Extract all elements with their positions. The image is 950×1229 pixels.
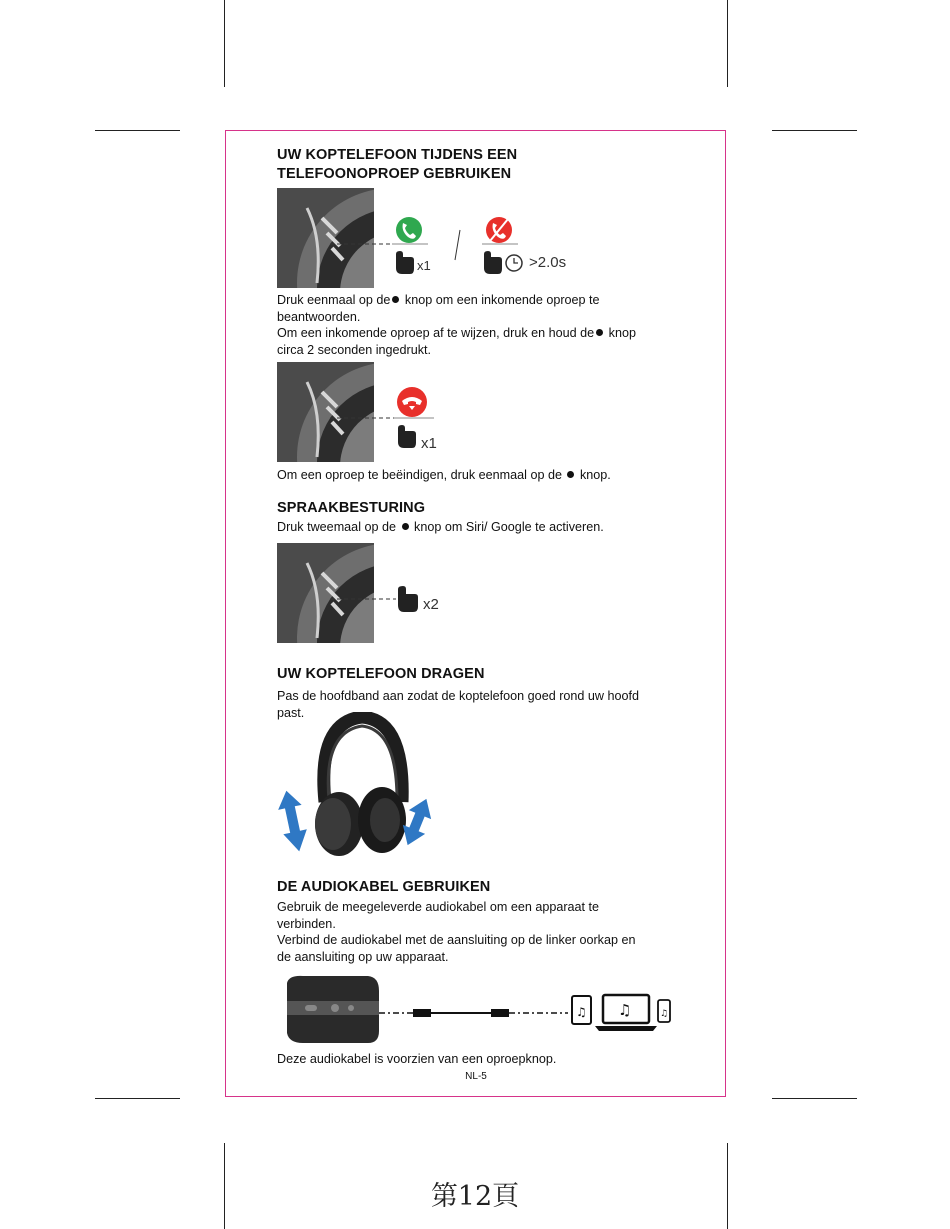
button-dot-icon <box>392 296 399 303</box>
press-count: x1 <box>421 435 437 452</box>
tablet-icon <box>572 996 591 1024</box>
phone-answer-icon <box>396 217 422 243</box>
paragraph: Pas de hoofdband aan zodat de koptelefoon goed rond uw hoofd past. <box>277 689 640 720</box>
hang-up-icon <box>397 387 427 417</box>
svg-text:♫: ♫ <box>660 1009 669 1019</box>
paragraph: Druk eenmaal op de knop om een inkomende oproep te beantwoorden. Om een inkomende oproep af te wijzen, druk en houd de knop circa 2 seconden ingedrukt. <box>277 293 636 357</box>
section-title-cable: DE AUDIOKABEL GEBRUIKEN <box>277 879 491 895</box>
up-down-arrow-icon <box>277 788 311 854</box>
page-code: NL-5 <box>465 1071 487 1082</box>
paragraph: Druk tweemaal op de knop om Siri/ Google te activeren. <box>277 520 604 534</box>
button-dot-icon <box>596 329 603 336</box>
crop-mark <box>772 130 857 131</box>
svg-text:♫: ♫ <box>576 1005 587 1019</box>
paragraph: Om een oproep te beëindigen, druk eenmaal op de knop. <box>277 468 611 482</box>
paragraph: Deze audiokabel is voorzien van een oproepknop. <box>277 1052 557 1066</box>
voice-diagram <box>330 585 430 625</box>
button-dot-icon <box>567 471 574 478</box>
phone-icon <box>658 1000 670 1022</box>
crop-mark <box>772 1098 857 1099</box>
section-title-call: UW KOPTELEFOON TIJDENS EEN TELEFOONOPROEP GEBRUIKEN <box>277 147 518 182</box>
press-count: x2 <box>423 596 439 613</box>
headphone-wearing-illustration <box>277 712 437 860</box>
audio-cable-diagram <box>283 973 683 1048</box>
laptop-icon <box>595 995 657 1031</box>
hand-press-icon <box>396 251 414 274</box>
press-count: x1 <box>417 258 431 273</box>
crop-mark <box>95 1098 180 1099</box>
svg-text:♫: ♫ <box>618 1001 632 1019</box>
clock-icon <box>506 255 522 271</box>
button-dot-icon <box>402 523 409 530</box>
crop-mark <box>95 130 180 131</box>
section-title-voice: SPRAAKBESTURING <box>277 500 426 516</box>
page-number: 第12頁 <box>430 1181 520 1212</box>
hand-press-icon <box>398 586 418 612</box>
hand-press-icon <box>484 251 502 274</box>
section-title-wear: UW KOPTELEFOON DRAGEN <box>277 666 485 682</box>
crop-mark <box>727 0 728 87</box>
hand-press-icon <box>398 425 416 448</box>
paragraph: Gebruik de meegeleverde audiokabel om een apparaat te verbinden. Verbind de audiokabel met de aansluiting op de linker oorkap en de aansluiting op uw apparaat. <box>277 900 636 964</box>
crop-mark <box>224 0 225 87</box>
hold-duration: >2.0s <box>529 254 567 271</box>
